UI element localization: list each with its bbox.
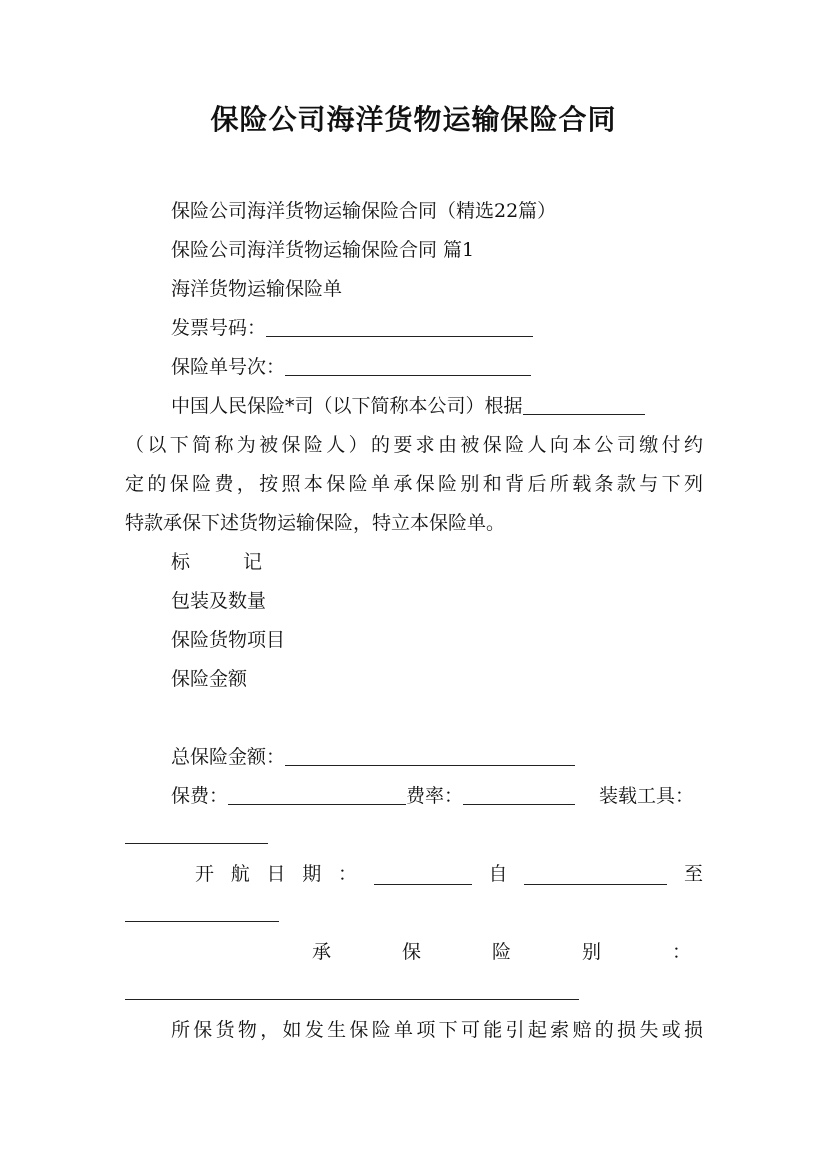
subtitle-line: 保险公司海洋货物运输保险合同（精选22篇） (171, 200, 557, 222)
invoice-number-blank[interactable] (266, 316, 533, 337)
document-title: 保险公司海洋货物运输保险合同 (210, 103, 617, 136)
coverage-row (312, 933, 691, 972)
policy-number-row (171, 348, 703, 387)
coverage-char: 别 (581, 941, 601, 963)
from-port-blank[interactable] (524, 864, 667, 885)
mark-char: 记 (243, 551, 263, 573)
goods-items-label: 保险货物项目 (171, 629, 286, 651)
premium-label: 保费： (171, 785, 229, 807)
sailing-date-row (195, 855, 703, 894)
sailing-date-spread (195, 855, 703, 894)
coverage-char: 承 (312, 941, 332, 963)
sail-char: ： (338, 863, 358, 885)
packing-label: 包装及数量 (171, 590, 267, 612)
policy-number-label: 保险单号次： (171, 356, 286, 378)
premium-blank[interactable] (228, 784, 406, 805)
policy-number-blank[interactable] (285, 355, 531, 376)
sail-char: 日 (266, 863, 286, 885)
section-heading: 保险公司海洋货物运输保险合同 篇1 (171, 239, 475, 261)
insured-amount-label: 保险金额 (171, 668, 248, 690)
paragraph-line: 特款承保下述货物运输保险，特立本保险单。 (125, 512, 506, 534)
destination-row (125, 894, 703, 933)
sail-char: 航 (230, 863, 250, 885)
paragraph-line (171, 387, 703, 426)
vehicle-blank[interactable] (125, 823, 268, 844)
rate-label: 费率： (406, 785, 464, 807)
coverage-blank-row (125, 972, 703, 1011)
coverage-blank[interactable] (125, 979, 579, 1000)
coverage-char: 保 (401, 941, 421, 963)
premium-row (171, 777, 703, 816)
total-amount-row (171, 738, 703, 777)
mark-label (171, 543, 703, 582)
total-amount-blank[interactable] (285, 745, 575, 766)
paragraph-line: 定的保险费，按照本保险单承保险别和背后所载条款与下列 (125, 473, 703, 495)
coverage-char: 险 (491, 941, 511, 963)
sail-char: 开 (195, 863, 215, 885)
to-label: 至 (683, 863, 703, 885)
paragraph-text: 中国人民保险*司（以下简称本公司）根据 (171, 395, 523, 417)
total-amount-label: 总保险金额： (171, 746, 286, 768)
vehicle-row (125, 816, 703, 855)
paragraph-line: （以下简称为被保险人）的要求由被保险人向本公司缴付约 (125, 434, 703, 456)
from-label: 自 (488, 863, 508, 885)
insured-name-blank[interactable] (523, 394, 645, 415)
paragraph-line: 所保货物，如发生保险单项下可能引起索赔的损失或损 (171, 1019, 703, 1041)
vehicle-label: 装载工具： (599, 785, 695, 807)
coverage-char: ： (671, 941, 691, 963)
rate-blank[interactable] (463, 784, 575, 805)
destination-blank[interactable] (125, 901, 279, 922)
policy-heading: 海洋货物运输保险单 (171, 278, 343, 300)
sailing-date-blank[interactable] (374, 864, 472, 885)
invoice-number-row (171, 309, 703, 348)
mark-char: 标 (171, 551, 191, 573)
invoice-number-label: 发票号码： (171, 317, 267, 339)
coverage-spread (312, 933, 691, 972)
sail-char: 期 (302, 863, 322, 885)
